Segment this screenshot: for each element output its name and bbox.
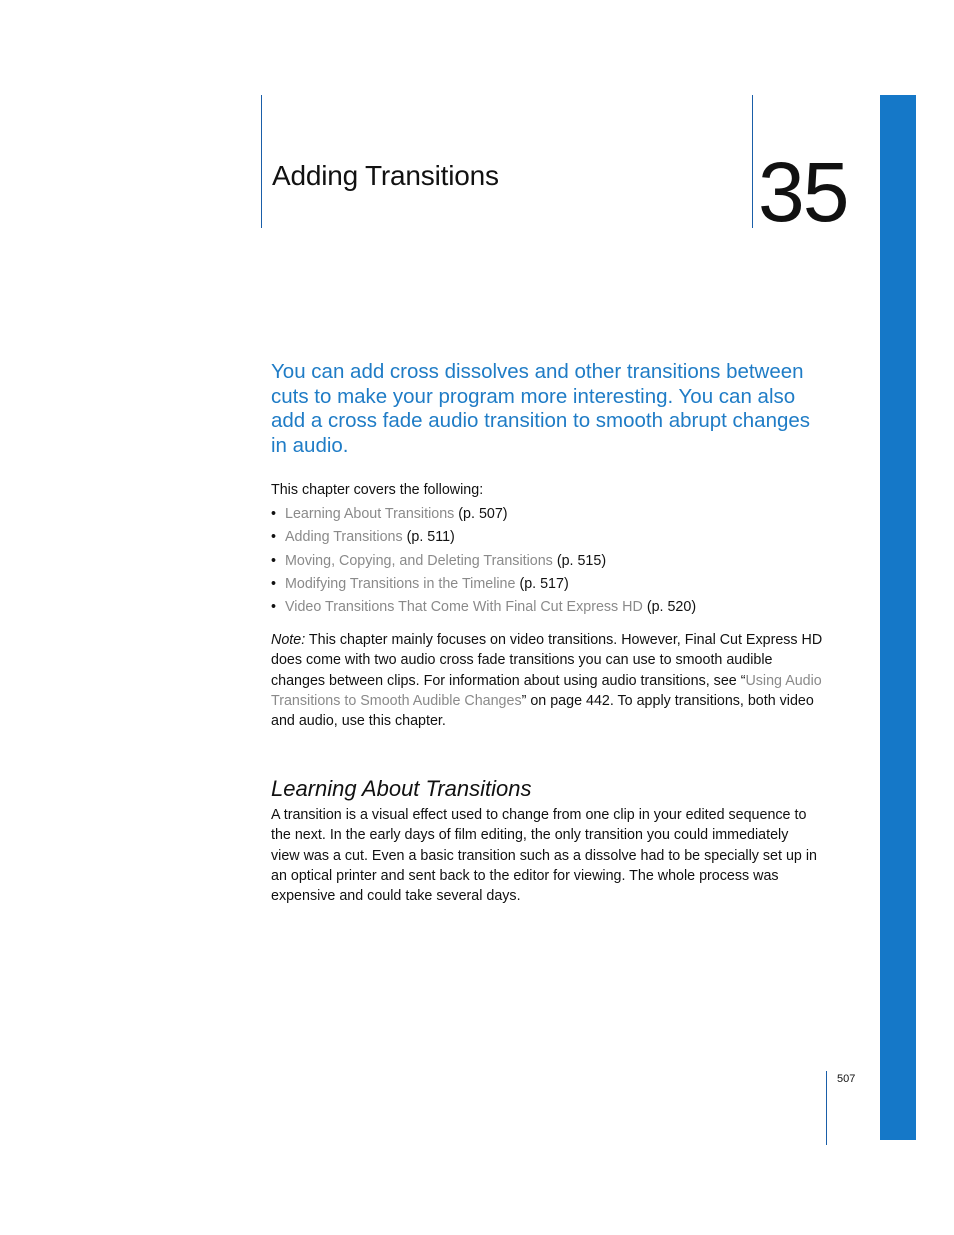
toc-item (271, 503, 696, 526)
chapter-intro: You can add cross dissolves and other transitions between cuts to make your program more interesting. You can also add a cross fade audio transition to smooth abrupt changes in audio. (271, 360, 811, 457)
page-number: 507 (837, 1073, 856, 1085)
bullet-icon: • (271, 506, 277, 522)
toc-page-ref: (p. 507) (458, 506, 508, 522)
chapter-toc (271, 503, 696, 619)
chapter-number: 35 (758, 145, 848, 239)
note-text-before: This chapter mainly focuses on video transitions. However, Final Cut Express HD does come with two audio cross fade transitions you can use to smooth audible changes between clips. For information about using audio transitions, see “ (271, 632, 823, 689)
toc-link[interactable]: Learning About Transitions (285, 506, 455, 522)
toc-link[interactable]: Video Transitions That Come With Final Cut Express HD (285, 599, 643, 616)
toc-link[interactable]: Adding Transitions (285, 529, 403, 546)
note-cross-reference-link[interactable]: Using Audio Transitions to Smooth Audible Changes (271, 672, 822, 709)
toc-item (271, 573, 696, 596)
note-paragraph (271, 630, 827, 731)
bullet-icon: • (271, 599, 277, 616)
title-left-rule (261, 95, 262, 228)
toc-link[interactable]: Moving, Copying, and Deleting Transitions (285, 552, 553, 569)
note-text-after: ” on page 442. To apply transitions, both video and audio, use this chapter. (271, 692, 814, 730)
toc-item (271, 550, 696, 573)
bullet-icon: • (271, 529, 277, 546)
toc-page-ref: (p. 511) (406, 529, 455, 546)
note-label: Note: (271, 632, 306, 648)
toc-page-ref: (p. 517) (519, 575, 569, 592)
toc-page-ref: (p. 520) (646, 599, 697, 616)
covers-label: This chapter covers the following: (271, 482, 484, 498)
toc-item (271, 526, 696, 549)
toc-item (271, 596, 696, 619)
page-number-rule (826, 1071, 827, 1145)
toc-page-ref: (p. 515) (556, 552, 607, 569)
section-body: A transition is a visual effect used to change from one clip in your edited sequence to the next. In the early days of film editing, the only transition you could immediately view was a cut. Even a basic transition such as a dissolve had to be specially set up in an optical printer and sent back to the editor for viewing. The whole process was expensive and could take several days. (271, 807, 817, 905)
bullet-icon: • (271, 552, 277, 569)
chapter-title: Adding Transitions (272, 160, 499, 191)
chapter-edge-tab (880, 95, 916, 1140)
section-heading: Learning About Transitions (271, 776, 532, 801)
bullet-icon: • (271, 575, 277, 592)
number-left-rule (752, 95, 753, 228)
toc-link[interactable]: Modifying Transitions in the Timeline (285, 575, 516, 592)
